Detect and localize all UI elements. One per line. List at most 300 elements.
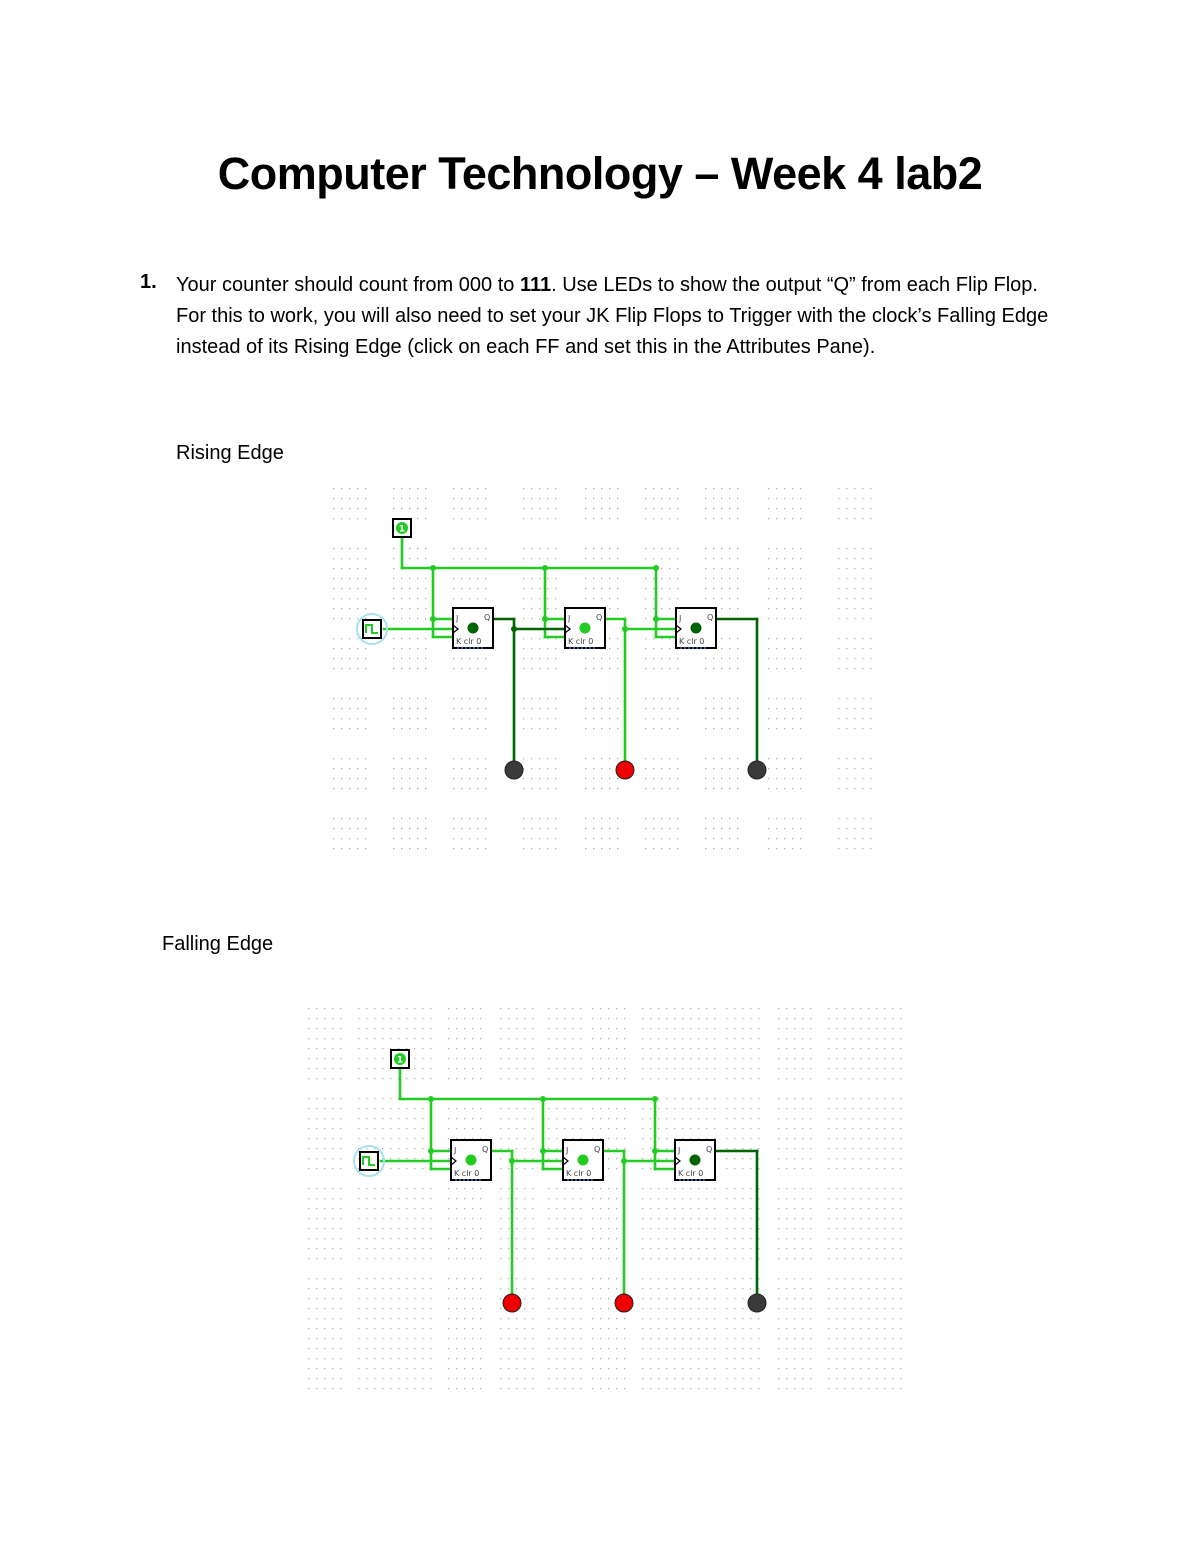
grid-dot <box>884 1168 885 1169</box>
grid-dot <box>852 1198 853 1199</box>
grid-dot <box>658 1108 659 1109</box>
grid-dot <box>658 1288 659 1289</box>
grid-dot <box>836 1128 837 1129</box>
grid-dot <box>876 1288 877 1289</box>
grid-dot <box>532 1348 533 1349</box>
grid-dot <box>690 1058 691 1059</box>
grid-dot <box>608 1278 609 1279</box>
grid-dot <box>726 1218 727 1219</box>
grid-dot <box>690 1278 691 1279</box>
grid-dot <box>600 1378 601 1379</box>
grid-dot <box>524 1078 525 1079</box>
grid-dot <box>810 1348 811 1349</box>
grid-dot <box>682 1288 683 1289</box>
grid-dot <box>374 1138 375 1139</box>
grid-dot <box>852 1338 853 1339</box>
grid-dot <box>616 1028 617 1029</box>
grid-dot <box>892 1278 893 1279</box>
grid-dot <box>650 1368 651 1369</box>
grid-dot <box>750 1378 751 1379</box>
grid-dot <box>464 1188 465 1189</box>
grid-dot <box>876 1258 877 1259</box>
grid-dot <box>406 1208 407 1209</box>
grid-dot <box>706 1198 707 1199</box>
grid-dot <box>750 1048 751 1049</box>
grid-dot <box>308 1068 309 1069</box>
grid-dot <box>472 1328 473 1329</box>
grid-dot <box>836 1198 837 1199</box>
grid-dot <box>524 1038 525 1039</box>
grid-dot <box>706 1278 707 1279</box>
grid-dot <box>868 1158 869 1159</box>
grid-dot <box>340 1148 341 1149</box>
grid-dot <box>802 1318 803 1319</box>
grid-dot <box>414 1148 415 1149</box>
grid-dot <box>532 1288 533 1289</box>
grid-dot <box>742 1068 743 1069</box>
grid-dot <box>564 1338 565 1339</box>
grid-dot <box>778 1118 779 1119</box>
grid-dot <box>524 1158 525 1159</box>
grid-dot <box>398 1208 399 1209</box>
grid-dot <box>860 1158 861 1159</box>
grid-dot <box>674 1288 675 1289</box>
grid-dot <box>742 1078 743 1079</box>
grid-dot <box>366 1308 367 1309</box>
grid-dot <box>884 1258 885 1259</box>
grid-dot <box>868 1078 869 1079</box>
grid-dot <box>548 1228 549 1229</box>
grid-dot <box>382 1078 383 1079</box>
grid-dot <box>658 1188 659 1189</box>
grid-dot <box>690 1208 691 1209</box>
grid-dot <box>572 1058 573 1059</box>
grid-dot <box>448 1288 449 1289</box>
grid-dot <box>810 1078 811 1079</box>
grid-dot <box>690 1298 691 1299</box>
grid-dot <box>742 1348 743 1349</box>
grid-dot <box>480 1328 481 1329</box>
grid-dot <box>516 1238 517 1239</box>
grid-dot <box>682 1238 683 1239</box>
grid-dot <box>734 1158 735 1159</box>
grid-dot <box>414 1208 415 1209</box>
grid-dot <box>390 1038 391 1039</box>
grid-dot <box>324 1198 325 1199</box>
grid-dot <box>698 1228 699 1229</box>
grid-dot <box>592 1058 593 1059</box>
grid-dot <box>884 1198 885 1199</box>
grid-dot <box>456 1318 457 1319</box>
grid-dot <box>464 1028 465 1029</box>
led-0 <box>503 1294 521 1312</box>
grid-dot <box>900 1348 901 1349</box>
grid-dot <box>472 1358 473 1359</box>
grid-dot <box>382 1248 383 1249</box>
grid-dot <box>884 1378 885 1379</box>
grid-dot <box>690 1258 691 1259</box>
grid-dot <box>690 1388 691 1389</box>
grid-dot <box>406 1308 407 1309</box>
grid-dot <box>624 1108 625 1109</box>
grid-dot <box>726 1198 727 1199</box>
grid-dot <box>682 1388 683 1389</box>
grid-dot <box>682 1098 683 1099</box>
grid-dot <box>390 1348 391 1349</box>
grid-dot <box>480 1188 481 1189</box>
grid-dot <box>810 1368 811 1369</box>
grid-dot <box>580 1298 581 1299</box>
grid-dot <box>892 1348 893 1349</box>
grid-dot <box>836 1008 837 1009</box>
grid-dot <box>448 1258 449 1259</box>
grid-dot <box>650 1218 651 1219</box>
grid-dot <box>564 1128 565 1129</box>
grid-dot <box>608 1108 609 1109</box>
grid-dot <box>852 1248 853 1249</box>
grid-dot <box>876 1108 877 1109</box>
grid-dot <box>892 1108 893 1109</box>
grid-dot <box>366 1228 367 1229</box>
grid-dot <box>456 1378 457 1379</box>
grid-dot <box>742 1238 743 1239</box>
grid-dot <box>868 1258 869 1259</box>
grid-dot <box>884 1208 885 1209</box>
grid-dot <box>500 1248 501 1249</box>
grid-dot <box>742 1188 743 1189</box>
grid-dot <box>682 1028 683 1029</box>
grid-dot <box>810 1038 811 1039</box>
grid-dot <box>758 1048 759 1049</box>
grid-dot <box>516 1318 517 1319</box>
grid-dot <box>592 1198 593 1199</box>
grid-dot <box>742 1258 743 1259</box>
grid-dot <box>358 1358 359 1359</box>
grid-dot <box>524 1048 525 1049</box>
grid-dot <box>844 1128 845 1129</box>
grid-dot <box>690 1308 691 1309</box>
grid-dot <box>608 1208 609 1209</box>
grid-dot <box>480 1038 481 1039</box>
q-pin-label: Q <box>707 613 714 622</box>
grid-dot <box>564 1358 565 1359</box>
grid-dot <box>616 1378 617 1379</box>
grid-dot <box>658 1388 659 1389</box>
grid-dot <box>556 1338 557 1339</box>
grid-dot <box>422 1328 423 1329</box>
grid-dot <box>742 1168 743 1169</box>
grid-dot <box>480 1238 481 1239</box>
grid-dot <box>844 1198 845 1199</box>
grid-dot <box>706 1058 707 1059</box>
grid-dot <box>892 1128 893 1129</box>
grid-dot <box>674 1298 675 1299</box>
grid-dot <box>794 1228 795 1229</box>
grid-dot <box>758 1128 759 1129</box>
grid-dot <box>358 1228 359 1229</box>
grid-dot <box>742 1108 743 1109</box>
grid-dot <box>532 1158 533 1159</box>
grid-dot <box>884 1278 885 1279</box>
grid-dot <box>580 1278 581 1279</box>
grid-dot <box>868 1238 869 1239</box>
grid-dot <box>892 1368 893 1369</box>
grid-dot <box>802 1288 803 1289</box>
grid-dot <box>868 1328 869 1329</box>
grid-dot <box>892 1328 893 1329</box>
grid-dot <box>608 1328 609 1329</box>
grid-dot <box>366 1188 367 1189</box>
grid-dot <box>390 1288 391 1289</box>
grid-dot <box>508 1208 509 1209</box>
grid-dot <box>480 1338 481 1339</box>
grid-dot <box>572 1368 573 1369</box>
grid-dot <box>900 1208 901 1209</box>
grid-dot <box>884 1238 885 1239</box>
grid-dot <box>868 1068 869 1069</box>
grid-dot <box>608 1318 609 1319</box>
grid-dot <box>860 1218 861 1219</box>
grid-dot <box>900 1198 901 1199</box>
grid-dot <box>658 1148 659 1149</box>
grid-dot <box>592 1188 593 1189</box>
grid-dot <box>480 1388 481 1389</box>
grid-dot <box>422 1028 423 1029</box>
grid-dot <box>758 1078 759 1079</box>
grid-dot <box>532 1298 533 1299</box>
grid-dot <box>592 1328 593 1329</box>
grid-dot <box>382 1098 383 1099</box>
grid-dot <box>332 1078 333 1079</box>
grid-dot <box>810 1338 811 1339</box>
grid-dot <box>358 1298 359 1299</box>
grid-dot <box>516 1008 517 1009</box>
grid-dot <box>868 1168 869 1169</box>
grid-dot <box>548 1138 549 1139</box>
grid-dot <box>884 1018 885 1019</box>
grid-dot <box>658 1068 659 1069</box>
q-pin-label: Q <box>482 1145 489 1154</box>
grid-dot <box>810 1298 811 1299</box>
grid-dot <box>592 1008 593 1009</box>
components <box>354 1050 766 1312</box>
grid-dot <box>706 1048 707 1049</box>
grid-dot <box>868 1288 869 1289</box>
grid-dot <box>786 1388 787 1389</box>
grid-dot <box>366 1058 367 1059</box>
grid-dot <box>828 1158 829 1159</box>
grid-dot <box>532 1248 533 1249</box>
grid-dot <box>456 1388 457 1389</box>
grid-dot <box>758 1018 759 1019</box>
grid-dot <box>802 1118 803 1119</box>
grid-dot <box>430 1248 431 1249</box>
grid-dot <box>564 1328 565 1329</box>
grid-dot <box>616 1228 617 1229</box>
grid-dot <box>308 1078 309 1079</box>
grid-dot <box>464 1048 465 1049</box>
grid-dot <box>508 1168 509 1169</box>
grid-dot <box>698 1318 699 1319</box>
grid-dot <box>608 1188 609 1189</box>
grid-dot <box>844 1148 845 1149</box>
grid-dot <box>616 1128 617 1129</box>
grid-dot <box>616 1148 617 1149</box>
grid-dot <box>422 1258 423 1259</box>
grid-dot <box>366 1288 367 1289</box>
grid-dot <box>844 1338 845 1339</box>
grid-dot <box>844 1248 845 1249</box>
grid-dot <box>742 1008 743 1009</box>
grid-dot <box>398 1328 399 1329</box>
grid-dot <box>844 1078 845 1079</box>
grid-dot <box>786 1048 787 1049</box>
grid-dot <box>844 1378 845 1379</box>
grid-dot <box>516 1078 517 1079</box>
grid-dot <box>828 1208 829 1209</box>
grid-dot <box>524 1358 525 1359</box>
grid-dot <box>778 1018 779 1019</box>
grid-dot <box>572 1248 573 1249</box>
grid-dot <box>572 1208 573 1209</box>
grid-dot <box>556 1288 557 1289</box>
grid-dot <box>876 1148 877 1149</box>
rising-edge-heading: Rising Edge <box>176 442 284 464</box>
grid-dot <box>472 1078 473 1079</box>
grid-dot <box>572 1288 573 1289</box>
grid-dot <box>382 1208 383 1209</box>
grid-dot <box>726 1208 727 1209</box>
grid-dot <box>726 1288 727 1289</box>
grid-dot <box>690 1348 691 1349</box>
grid-dot <box>674 1048 675 1049</box>
grid-dot <box>836 1188 837 1189</box>
grid-dot <box>892 1168 893 1169</box>
grid-dot <box>406 1288 407 1289</box>
grid-dot <box>658 1278 659 1279</box>
grid-dot <box>802 1048 803 1049</box>
grid-dot <box>836 1038 837 1039</box>
grid-dot <box>308 1308 309 1309</box>
grid-dot <box>786 1188 787 1189</box>
grid-dot <box>332 1008 333 1009</box>
grid-dot <box>316 1238 317 1239</box>
grid-dot <box>860 1248 861 1249</box>
grid-dot <box>884 1308 885 1309</box>
grid-dot <box>794 1298 795 1299</box>
grid-dot <box>642 1158 643 1159</box>
grid-dot <box>472 1008 473 1009</box>
grid-dot <box>658 1118 659 1119</box>
grid-dot <box>524 1168 525 1169</box>
grid-dot <box>572 1308 573 1309</box>
grid-dot <box>500 1388 501 1389</box>
grid-dot <box>682 1188 683 1189</box>
grid-dot <box>508 1328 509 1329</box>
grid-dot <box>714 1188 715 1189</box>
grid-dot <box>714 1238 715 1239</box>
grid-dot <box>422 1368 423 1369</box>
grid-dot <box>892 1198 893 1199</box>
grid-dot <box>448 1388 449 1389</box>
grid-dot <box>316 1198 317 1199</box>
grid-dot <box>778 1038 779 1039</box>
grid-dot <box>802 1208 803 1209</box>
grid-dot <box>340 1158 341 1159</box>
grid-dot <box>592 1028 593 1029</box>
grid-dot <box>456 1308 457 1309</box>
grid-dot <box>358 1388 359 1389</box>
grid-dot <box>516 1128 517 1129</box>
grid-dot <box>852 1108 853 1109</box>
grid-dot <box>642 1338 643 1339</box>
grid-dot <box>548 1298 549 1299</box>
grid-dot <box>658 1128 659 1129</box>
q-pin-label: Q <box>706 1145 713 1154</box>
grid-dot <box>516 1198 517 1199</box>
jk-flip-flop-2 <box>675 1140 715 1180</box>
grid-dot <box>480 1278 481 1279</box>
grid-dot <box>810 1378 811 1379</box>
grid-dot <box>828 1188 829 1189</box>
grid-dot <box>366 1048 367 1049</box>
grid-dot <box>366 1278 367 1279</box>
grid-dot <box>324 1358 325 1359</box>
grid-dot <box>876 1028 877 1029</box>
grid-dot <box>892 1008 893 1009</box>
grid-dot <box>480 1378 481 1379</box>
grid-dot <box>836 1388 837 1389</box>
grid-dot <box>398 1138 399 1139</box>
grid-dot <box>868 1028 869 1029</box>
grid-dot <box>480 1008 481 1009</box>
grid-dot <box>666 1028 667 1029</box>
grid-dot <box>860 1308 861 1309</box>
grid-dot <box>324 1228 325 1229</box>
grid-dot <box>366 1198 367 1199</box>
grid-dot <box>650 1358 651 1359</box>
grid-dot <box>674 1348 675 1349</box>
grid-dot <box>324 1118 325 1119</box>
grid-dot <box>592 1038 593 1039</box>
grid-dot <box>324 1008 325 1009</box>
grid-dot <box>900 1308 901 1309</box>
grid-dot <box>802 1378 803 1379</box>
grid-dot <box>532 1048 533 1049</box>
grid-dot <box>682 1218 683 1219</box>
grid-dot <box>884 1298 885 1299</box>
grid-dot <box>580 1008 581 1009</box>
grid-dot <box>836 1278 837 1279</box>
grid-dot <box>868 1318 869 1319</box>
grid-dot <box>642 1328 643 1329</box>
grid-dot <box>316 1158 317 1159</box>
grid-dot <box>650 1198 651 1199</box>
grid-dot <box>624 1348 625 1349</box>
grid-dot <box>786 1018 787 1019</box>
grid-dot <box>374 1108 375 1109</box>
grid-dot <box>390 1248 391 1249</box>
grid-dot <box>358 1018 359 1019</box>
grid-dot <box>366 1358 367 1359</box>
grid-dot <box>548 1078 549 1079</box>
grid-dot <box>390 1008 391 1009</box>
grid-dot <box>580 1258 581 1259</box>
grid-dot <box>414 1028 415 1029</box>
grid-dot <box>414 1078 415 1079</box>
grid-dot <box>500 1308 501 1309</box>
wire-junction <box>428 1148 434 1154</box>
